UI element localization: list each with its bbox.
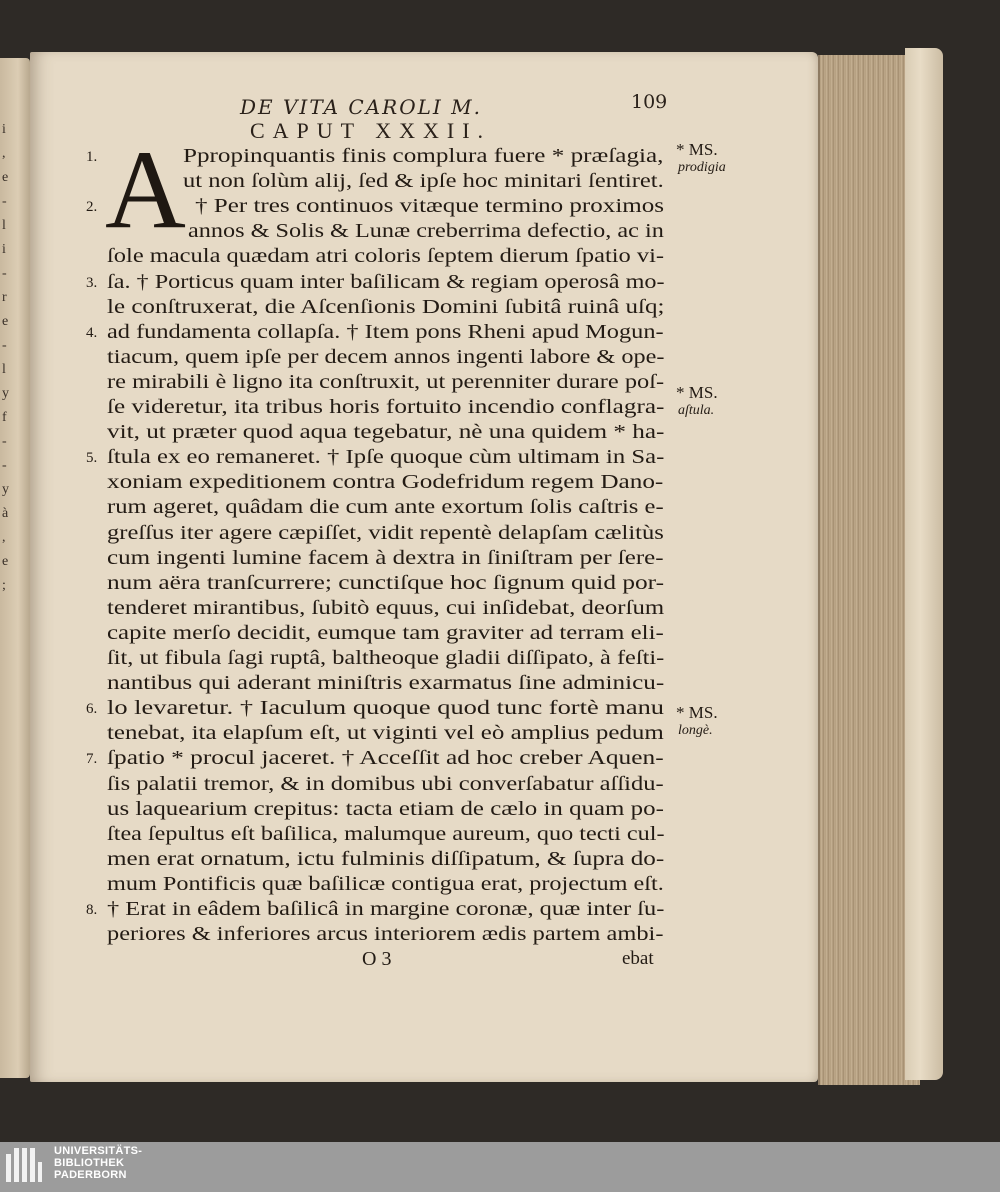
previous-page-fragment: -	[2, 458, 7, 473]
text-line: tenderet mirantibus, ſubitò equus, cui inſidebat, deorſum	[107, 597, 665, 619]
running-head: DE VITA CAROLI M.	[240, 95, 482, 119]
library-name-line: PADERBORN	[54, 1169, 127, 1181]
margin-note-reference: * MS.	[676, 140, 718, 159]
text-line: ſe videretur, ita tribus horis fortuito incendio conflagra-	[107, 397, 665, 418]
previous-page-fragment: i	[2, 242, 6, 257]
line-number: 2.	[86, 199, 98, 216]
text-line: us laquearium crepitus: tacta etiam de cælo in quam po-	[107, 798, 664, 820]
text-line: ſtea ſepultus eſt baſilica, malumque aureum, quo tecti cul-	[107, 823, 665, 845]
text-line: lo levaretur. † Iaculum quoque quod tunc fortè manu	[107, 698, 665, 720]
library-name-line: BIBLIOTHEK	[54, 1157, 125, 1169]
margin-note-reference: * MS.	[676, 383, 718, 402]
text-line: tenebat, ita elapſum eſt, ut viginti vel eò amplius pedum	[107, 723, 664, 745]
line-number: 7.	[86, 751, 98, 768]
margin-note-reference: * MS.	[676, 703, 718, 722]
previous-page-fragment: e	[2, 170, 9, 185]
line-number: 5.	[86, 450, 98, 467]
text-line: periores & inferiores arcus interiorem ædis partem ambi-	[107, 924, 664, 946]
margin-note	[676, 383, 718, 419]
previous-page-fragment: ;	[2, 578, 6, 593]
previous-page-fragment: i	[2, 122, 6, 137]
previous-page-fragment: ,	[2, 530, 6, 545]
previous-page-fragment: l	[2, 218, 6, 233]
line-number: 6.	[86, 701, 98, 718]
catchword: ebat	[622, 948, 654, 969]
text-line: xoniam expeditionem contra Godefridum regem Dano-	[107, 472, 664, 494]
library-logo-icon	[6, 1148, 46, 1186]
line-number: 8.	[86, 902, 98, 918]
text-line: cum ingenti lumine facem à dextra in ſiniſtram per ſere-	[107, 547, 664, 569]
text-line: † Erat in eâdem baſilicâ in margine coronæ, quæ inter ſu-	[107, 899, 665, 920]
previous-page-fragment: -	[2, 434, 7, 449]
text-line: ſpatio * procul jaceret. † Acceſſit ad hoc creber Aquen-	[107, 748, 664, 770]
margin-note	[676, 703, 718, 739]
previous-page-fragment: y	[2, 482, 9, 497]
text-line: tiacum, quem ipſe per decem annos ingenti labore & ope-	[107, 346, 665, 368]
text-line: ſa. † Porticus quam inter baſilicam & regiam operosâ mo-	[107, 271, 665, 293]
text-line: men erat ornatum, ictu fulminis diſſipatum, & ſupra do-	[107, 848, 665, 870]
previous-page-fragment: r	[2, 290, 7, 305]
page-number: 109	[631, 91, 668, 113]
margin-note	[676, 140, 726, 176]
line-number: 1.	[86, 149, 98, 165]
text-line: Ppropinquantis finis complura fuere * præſagia,	[183, 146, 664, 167]
text-line: capite merſo decidit, eumque tam graviter ad terram eli-	[107, 622, 664, 644]
previous-page-fragment: e	[2, 554, 9, 569]
margin-note-word: aſtula.	[678, 403, 715, 418]
previous-page-fragment: à	[2, 506, 9, 521]
book-cover-edge	[905, 48, 943, 1080]
drop-cap: A	[105, 128, 186, 252]
text-line: le conſtruxerat, die Aſcenſionis Domini ſubitâ ruinâ uſq;	[107, 296, 665, 318]
text-line: † Per tres continuos vitæque termino proximos	[195, 196, 665, 218]
previous-page-fragment: -	[2, 338, 7, 353]
text-line: ſole macula quædam atri coloris ſeptem dierum ſpatio vi-	[107, 246, 665, 268]
signature-mark: O 3	[362, 948, 392, 970]
text-line: annos & Solis & Lunæ creberrima defectio, ac in	[188, 221, 664, 243]
text-line: ſis palatii tremor, & in domibus ubi converſabatur aſſidu-	[107, 773, 664, 795]
margin-note-word: prodigia	[678, 160, 726, 175]
previous-page-fragment: l	[2, 362, 6, 377]
text-line: ad fundamenta collapſa. † Item pons Rheni apud Mogun-	[107, 321, 664, 343]
line-number: 4.	[86, 324, 98, 341]
text-line: rum ageret, quâdam die cum ante exortum ſolis caſtris e-	[107, 497, 664, 519]
line-number: 3.	[86, 274, 98, 291]
margin-note-word: longè.	[678, 723, 713, 738]
previous-page-fragments	[2, 118, 28, 1018]
previous-page-fragment: e	[2, 314, 9, 329]
previous-page-edge	[0, 58, 30, 1078]
text-line: greſſus iter agere cæpiſſet, vidit repentè delapſam cælitùs	[107, 522, 664, 544]
previous-page-fragment: -	[2, 194, 7, 209]
previous-page-fragment: ,	[2, 146, 6, 161]
library-name	[54, 1145, 142, 1181]
text-line: re mirabili è ligno ita conſtruxit, ut perenniter durare poſ-	[107, 371, 665, 393]
text-line: nantibus qui aderant miniſtris exarmatus ſine adminicu-	[107, 673, 665, 695]
text-line: ut non ſolùm alij, ſed & ipſe hoc minitari ſentiret.	[183, 171, 664, 193]
library-name-line: UNIVERSITÄTS-	[54, 1145, 143, 1157]
text-line: vit, ut præter quod aqua tegebatur, nè una quidem * ha-	[107, 422, 665, 444]
previous-page-fragment: -	[2, 266, 7, 281]
chapter-title: CAPUT XXXII.	[250, 118, 492, 143]
previous-page-fragment: f	[2, 410, 7, 425]
footer-bar	[0, 1142, 1000, 1192]
text-line: mum Pontificis quæ baſilicæ contigua erat, projectum eſt.	[107, 873, 664, 895]
text-line: num aëra tranſcurrere; cunctiſque hoc ſignum quid por-	[107, 572, 665, 594]
text-line: ſtula ex eo remaneret. † Ipſe quoque cùm ultimam in Sa-	[107, 447, 665, 469]
previous-page-fragment: y	[2, 386, 9, 401]
text-line: ſit, ut fibula ſagi ruptâ, baltheoque gladii diſſipato, à feſti-	[107, 648, 665, 669]
